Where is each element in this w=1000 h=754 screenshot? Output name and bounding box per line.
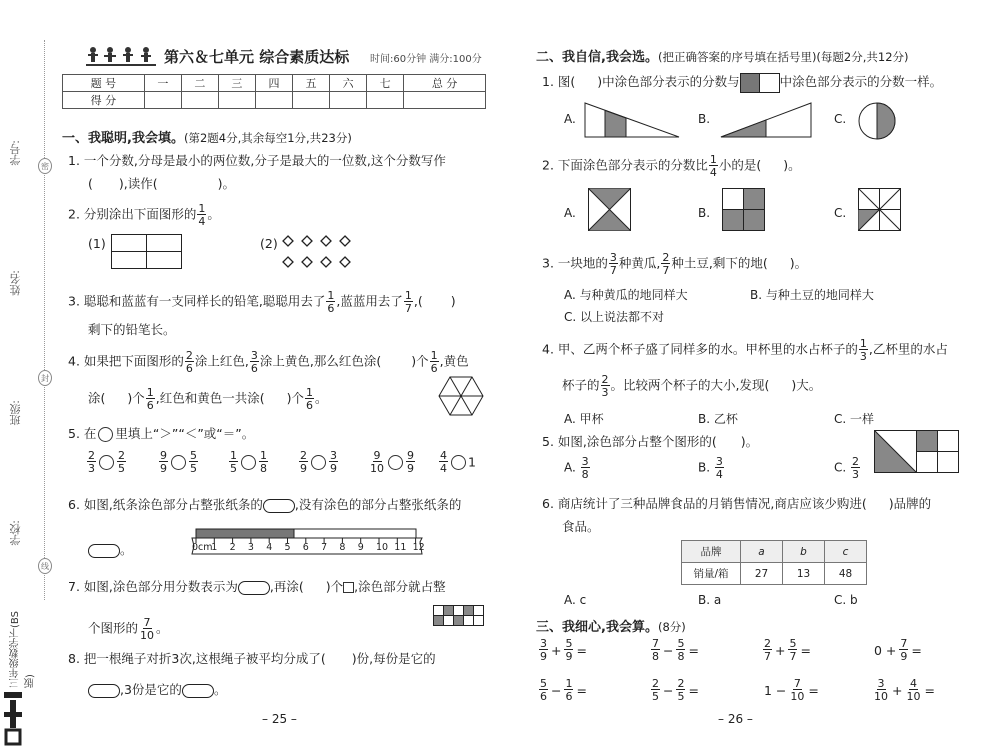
mark-line: 线 (38, 558, 52, 574)
sales-a: 27 (741, 563, 783, 585)
figures-decoration-icon (86, 46, 158, 68)
score-table (62, 74, 486, 109)
sales-label: 销量/箱 (682, 563, 741, 585)
r-q1-reference-bar (740, 73, 780, 93)
q3-line1: 3. 聪聪和蓝蓝有一支同样长的铅笔,聪聪用去了 $\frac{1}{6}$ ,蓝蓝用去了 $\frac{1}{7}$ ,( ) (68, 289, 456, 315)
score-cell[interactable] (404, 92, 486, 109)
compare-circle-icon[interactable] (99, 455, 114, 470)
score-header: 题 号 (63, 75, 145, 92)
r-q1-option-b-label[interactable]: B. (698, 112, 711, 126)
score-header: 总 分 (404, 75, 486, 92)
ruler-label: 6 (302, 542, 309, 553)
score-cell[interactable] (181, 92, 218, 109)
right-page (508, 0, 1000, 754)
r-q4-option-c[interactable]: C. 一样 (834, 412, 875, 426)
r-q5-option-b[interactable]: B. $\frac{3}{4}$ (698, 455, 723, 481)
page-number-right: – 26 – (718, 712, 753, 726)
ruler-label: 11 (394, 542, 407, 553)
compare-circle-icon[interactable] (241, 455, 256, 470)
ruler-labels (190, 540, 426, 554)
r-q5-option-a[interactable]: A. $\frac{3}{8}$ (564, 455, 589, 481)
r-q1-option-a-triangle[interactable] (584, 102, 680, 138)
r-q6-option-c[interactable]: C. b (834, 593, 858, 607)
r-q2-option-a-label[interactable]: A. (564, 206, 576, 220)
r-q4-line2: 杯子的 $\frac{2}{3}$ 。比较两个杯子的大小,发现( )大。 (562, 373, 822, 399)
r-q2-option-c-figure[interactable] (858, 188, 902, 232)
calc-problem[interactable]: $\frac{5}{6}$ − $\frac{1}{6}$ = (540, 677, 587, 703)
ruler-label: 4 (266, 542, 273, 553)
section3-note: (8分) (657, 620, 686, 634)
time-score-meta: 时间:60分钟 满分:100分 (370, 54, 482, 65)
q5-text: 5. 在 里填上“＞”“＜”或“＝”。 (68, 426, 255, 441)
q2-text: 2. 分别涂出下面图形的 $\frac{1}{4}$ 。 (68, 202, 220, 228)
q7-fraction-blank[interactable] (238, 581, 270, 595)
q4-line2: 涂( )个 $\frac{1}{6}$ ,红色和黄色一共涂( )个 $\frac{1}{6}$ 。 (88, 386, 328, 412)
page-number-left: – 25 – (262, 712, 297, 726)
school-label: 学校: (9, 520, 22, 546)
r-q5-text: 5. 如图,涂色部分占整个图形的( )。 (542, 434, 759, 449)
q7-fraction: $\frac{7}{10}$ (140, 616, 155, 642)
q2-rectangle-figure[interactable] (111, 234, 183, 270)
calc-problem[interactable]: $\frac{2}{7}$ + $\frac{5}{7}$ = (764, 637, 811, 663)
brand-header: 品牌 (682, 541, 741, 563)
score-cell[interactable] (293, 92, 330, 109)
q5-item: $\frac{9}{10}$ $\frac{9}{9}$ (370, 449, 414, 475)
section2-title: 二、我自信,我会选。 (536, 50, 658, 65)
r-q6-option-b[interactable]: B. a (698, 593, 722, 607)
q4-fraction-3: $\frac{1}{6}$ (430, 349, 438, 375)
ruler-label: 0cm (192, 542, 213, 553)
ruler-label: 7 (321, 542, 328, 553)
compare-circle-icon[interactable] (311, 455, 326, 470)
q4-fraction-2: $\frac{3}{6}$ (250, 349, 258, 375)
r-q6-line1: 6. 商店统计了三种品牌食品的月销售情况,商店应该少购进( )品牌的 (542, 496, 932, 511)
calc-problem[interactable]: 1 − $\frac{7}{10}$ = (764, 677, 819, 703)
sales-b: 13 (783, 563, 825, 585)
brand-a: a (741, 541, 783, 563)
mark-seal: 封 (38, 370, 52, 386)
q5-item: $\frac{1}{5}$ $\frac{1}{8}$ (230, 449, 267, 475)
section1-title: 一、我聪明,我会填。 (62, 131, 184, 146)
score-header: 七 (367, 75, 404, 92)
calc-problem[interactable]: $\frac{3}{9}$ + $\frac{5}{9}$ = (540, 637, 587, 663)
r-q6-option-a[interactable]: A. c (564, 593, 587, 607)
q8-three-blank[interactable] (182, 684, 214, 698)
r-q5-option-c[interactable]: C. $\frac{2}{3}$ (834, 455, 860, 481)
q1-line2: ( ),读作( )。 (88, 176, 236, 191)
score-row-label: 得 分 (63, 92, 145, 109)
q2-part1-label: (1) (88, 236, 106, 251)
ruler-label: 5 (284, 542, 291, 553)
r-q2-option-b-figure[interactable] (722, 188, 766, 232)
score-cell[interactable] (144, 92, 181, 109)
page-title: 第六＆七单元 综合素质达标 (164, 48, 350, 66)
r-q6-sales-table (681, 540, 867, 585)
score-header: 二 (181, 75, 218, 92)
score-cell[interactable] (367, 92, 404, 109)
q2-fraction: $\frac{1}{4}$ (198, 202, 206, 228)
calc-area (538, 638, 998, 710)
q5-item: $\frac{2}{9}$ $\frac{3}{9}$ (300, 449, 337, 475)
q5-item: $\frac{2}{3}$ $\frac{2}{5}$ (88, 449, 125, 475)
ruler-label: 9 (357, 542, 364, 553)
brand-b: b (783, 541, 825, 563)
q4-fraction-1: $\frac{2}{6}$ (185, 349, 193, 375)
score-header: 四 (255, 75, 292, 92)
q8-line2: ,3份是它的 。 (88, 680, 226, 698)
r-q4-option-a[interactable]: A. 甲杯 (564, 412, 604, 426)
q1-line1: 1. 一个分数,分母是最小的两位数,分子是最大的一位数,这个分数写作 (68, 153, 446, 168)
calc-problem[interactable]: $\frac{2}{5}$ − $\frac{2}{5}$ = (652, 677, 699, 703)
compare-circle-icon (98, 427, 113, 442)
score-header: 一 (144, 75, 181, 92)
q5-item: $\frac{9}{9}$ $\frac{5}{5}$ (160, 449, 197, 475)
r-q5-figure (874, 430, 960, 474)
compare-circle-icon[interactable] (388, 455, 403, 470)
q5-item: $\frac{4}{4}$ 1 (440, 449, 476, 475)
q4-hexagon-figure[interactable] (438, 376, 484, 416)
square-icon (343, 582, 354, 593)
r-q2-option-a-figure[interactable] (588, 188, 632, 232)
q3-fraction-2: $\frac{1}{7}$ (404, 289, 412, 315)
cut-line (44, 40, 45, 600)
q3-fraction-1: $\frac{1}{6}$ (327, 289, 335, 315)
score-header: 三 (218, 75, 255, 92)
q7-grid-figure[interactable] (433, 605, 485, 627)
compare-circle-icon[interactable] (171, 455, 186, 470)
q2-part2-label: (2) (260, 236, 278, 251)
r-q3-option-c[interactable]: C. 以上说法都不对 (564, 310, 665, 324)
mark-close: 密 (38, 158, 52, 174)
score-cell[interactable] (330, 92, 367, 109)
r-q1-option-b-triangle[interactable] (720, 102, 812, 138)
brand-c: c (825, 541, 867, 563)
q8-each-blank[interactable] (88, 684, 120, 698)
ruler-label: 8 (339, 542, 346, 553)
r-q4-option-b[interactable]: B. 乙杯 (698, 412, 738, 426)
section1-note: (第2题4分,其余每空1分,共23分) (183, 131, 352, 145)
score-header: 五 (293, 75, 330, 92)
q6-uncolored-blank[interactable] (88, 544, 120, 558)
section2-note: (把正确答案的序号填在括号里)(每题2分,共12分) (657, 50, 909, 64)
q6-line1: 6. 如图,纸条涂色部分占整张纸条的 ,没有涂色的部分占整张纸条的 (68, 497, 462, 512)
name-label: 姓名: (9, 270, 22, 296)
student-no-label: 学号: (9, 140, 22, 166)
compare-circle-icon[interactable] (451, 455, 466, 470)
r-q6-line2: 食品。 (562, 519, 600, 534)
q2-diamonds-figure[interactable] (282, 234, 360, 274)
r-q2-option-b-label[interactable]: B. (698, 206, 711, 220)
section2-heading (536, 46, 909, 65)
r-q1-option-c-label[interactable]: C. (834, 112, 847, 126)
class-label: 班级: (9, 400, 22, 426)
section1-heading (62, 127, 352, 146)
r-q1-option-a-label[interactable]: A. (564, 112, 576, 126)
ruler-label: 12 (412, 542, 425, 553)
q4-line1: 4. 如果把下面图形的 $\frac{2}{6}$ 涂上红色, $\frac{3}{6}$ 涂上黄色,那么红色涂( )个 $\frac{1}{6}$ ,黄色 (68, 349, 469, 375)
calc-problem[interactable]: 0 + $\frac{7}{9}$ = (874, 637, 922, 663)
section3-heading (536, 616, 686, 635)
calc-problem[interactable]: $\frac{3}{10}$ + $\frac{4}{10}$ = (874, 677, 935, 703)
r-q3-option-a[interactable]: A. 与种黄瓜的地同样大 (564, 288, 688, 302)
ruler-label: 1 (211, 542, 218, 553)
score-cell[interactable] (218, 92, 255, 109)
spine-text: 三年级数学下(BS版) (10, 611, 36, 688)
q7-line2: 个图形的 $\frac{7}{10}$ 。 (88, 616, 169, 642)
sales-c: 48 (825, 563, 867, 585)
ruler-label: 10 (376, 542, 389, 553)
q6-colored-blank[interactable] (263, 499, 295, 513)
calc-problem[interactable]: $\frac{7}{8}$ − $\frac{5}{8}$ = (652, 637, 699, 663)
score-header: 六 (330, 75, 367, 92)
r-q3-text: 3. 一块地的 $\frac{3}{7}$ 种黄瓜, $\frac{2}{7}$ 种土豆,剩下的地( )。 (542, 251, 808, 277)
score-cell[interactable] (255, 92, 292, 109)
r-q1-text: 1. 图( )中涂色部分表示的分数与 中涂色部分表示的分数一样。 (542, 72, 942, 93)
q3-line2: 剩下的铅笔长。 (88, 322, 176, 337)
q7-line1: 7. 如图,涂色部分用分数表示为 ,再涂( )个 ,涂色部分就占整 (68, 579, 446, 594)
section3-title: 三、我细心,我会算。 (536, 620, 658, 635)
ruler-label: 3 (247, 542, 254, 553)
q8-line1: 8. 把一根绳子对折3次,这根绳子被平均分成了( )份,每份是它的 (68, 651, 436, 666)
ruler-label: 2 (229, 542, 236, 553)
r-q4-line1: 4. 甲、乙两个杯子盛了同样多的水。甲杯里的水占杯子的 $\frac{1}{3}$ ,乙杯里的水占 (542, 337, 948, 363)
r-q1-option-c-circle[interactable] (858, 102, 896, 140)
q6-line2: 。 (88, 540, 133, 558)
book-spine (0, 600, 36, 750)
r-q2-text: 2. 下面涂色部分表示的分数比 $\frac{1}{4}$ 小的是( )。 (542, 153, 801, 179)
r-q2-option-c-label[interactable]: C. (834, 206, 847, 220)
r-q3-option-b[interactable]: B. 与种土豆的地同样大 (750, 288, 874, 302)
